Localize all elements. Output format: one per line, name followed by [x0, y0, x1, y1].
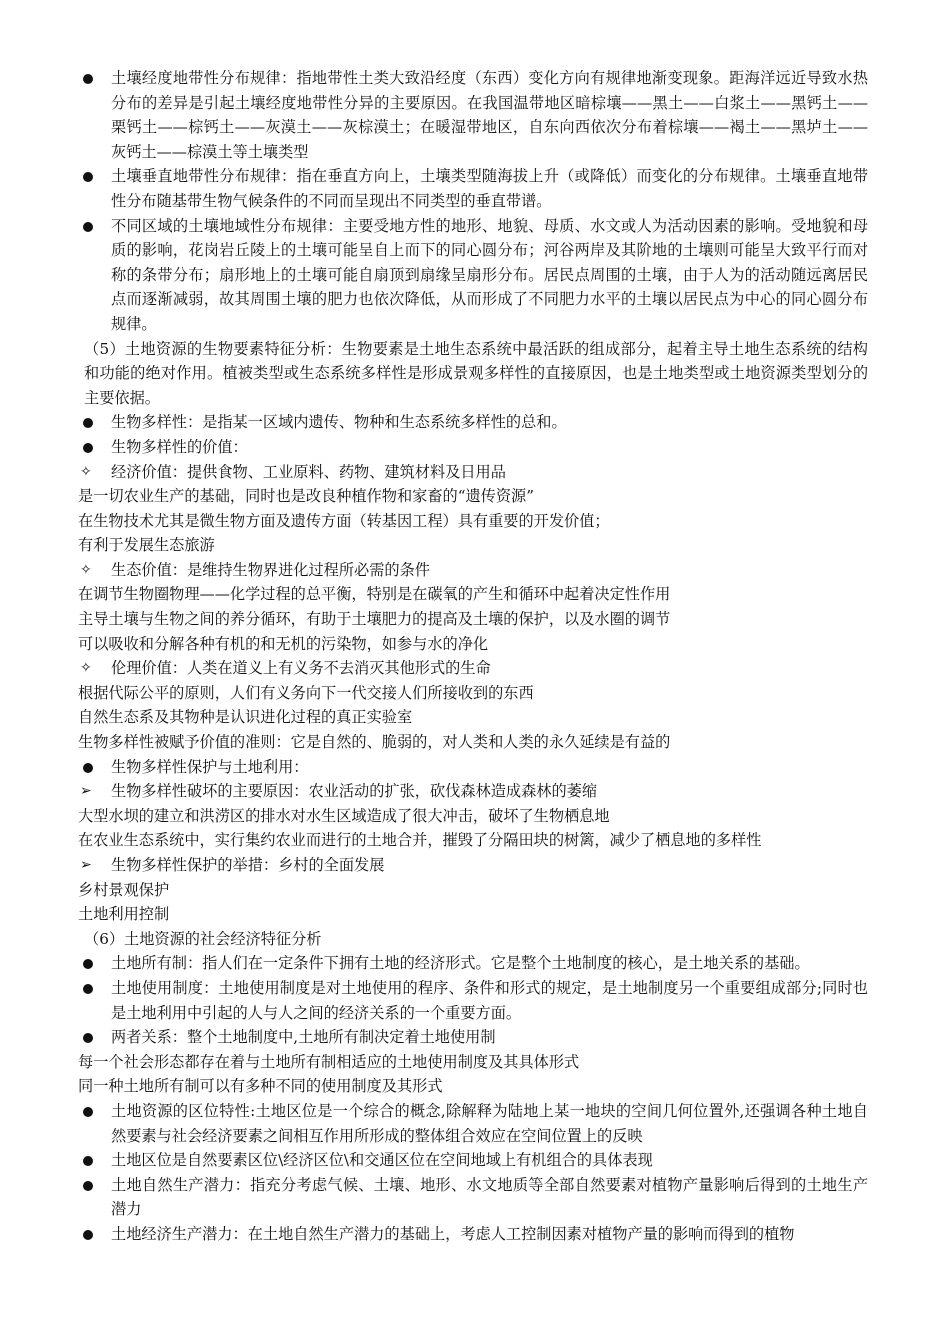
text-line: [78, 484, 868, 509]
list-item: [78, 976, 868, 1025]
item-text: 土壤经度地带性分布规律：指地带性土类大致沿经度（东西）变化方向有规律地渐变现象。距海洋远近导致水热分布的差异是引起土壤经度地带性分异的主要原因。在我国温带地区暗棕壤——黑土——白浆土——黑钙土——栗钙土——棕钙土——灰漠土——灰棕漠土；在暖湿带地区，自东向西依次分布着棕壤——褐土——黑垆土——灰钙土——棕漠土等土壤类型: [111, 69, 868, 161]
text-line: [78, 828, 868, 853]
section-heading: [78, 337, 868, 411]
item-text: 可以吸收和分解各种有机的和无机的污染物，如参与水的净化: [78, 634, 489, 653]
item-text: 土地经济生产潜力：在土地自然生产潜力的基础上，考虑人工控制因素对植物产量的影响而得到的植物: [111, 1224, 795, 1243]
item-text: 土地资源的区位特性:土地区位是一个综合的概念,除解释为陆地上某一地块的空间几何位置外,还强调各种土地自然要素与社会经济要素之间相互作用所形成的整体组合效应在空间位置上的反映: [111, 1101, 868, 1145]
item-text: 经济价值：提供食物、工业原料、药物、建筑材料及日用品: [111, 462, 506, 481]
item-text: 土地使用制度：土地使用制度是对土地使用的程序、条件和形式的规定，是土地制度另一个重要组成部分;同时也是土地利用中引起的人与人之间的经济关系的一个重要方面。: [111, 978, 868, 1022]
item-text: 是一切农业生产的基础，同时也是改良种植作物和家畜的“遗传资源”: [78, 487, 534, 506]
item-text: 有利于发展生态旅游: [78, 536, 215, 555]
list-item: [78, 755, 868, 780]
text-line: [78, 632, 868, 657]
item-text: 不同区域的土壤地域性分布规律：主要受地方性的地形、地貌、母质、水文或人为活动因素的影响。受地貌和母质的影响，花岗岩丘陵上的土壤可能呈自上而下的同心圆分布；河谷两岸及其阶地的土壤则可能呈大致平行而对称的条带分布；扇形地上的土壤可能自扇顶到扇缘呈扇形分布。居民点周围的土壤，由于人为的活动随远离居民点而逐渐减弱，故其周围土壤的肥力也依次降低，从而形成了不同肥力水平的土壤以居民点为中心的同心圆分布规律。: [111, 216, 868, 333]
item-text: 生物多样性被赋予价值的准则：它是自然的、脆弱的，对人类和人类的永久延续是有益的: [78, 733, 671, 752]
item-text: 同一种土地所有制可以有多种不同的使用制度及其形式: [78, 1077, 443, 1096]
item-text: 土地区位是自然要素区位\经济区位\和交通区位在空间地域上有机组合的具体表现: [111, 1151, 653, 1170]
item-text: （5）土地资源的生物要素特征分析：生物要素是土地生态系统中最活跃的组成部分，起着主导土地生态系统的结构和功能的绝对作用。植被类型或生态系统多样性是形成景观多样性的直接原因，也是土地类型或土地资源类型划分的主要依据。: [84, 339, 868, 407]
item-text: 大型水坝的建立和洪涝区的排水对水生区域造成了很大冲击，破坏了生物栖息地: [78, 806, 610, 825]
text-line: [78, 878, 868, 903]
list-item: [78, 435, 868, 460]
item-text: 自然生态系及其物种是认识进化过程的真正实验室: [78, 708, 413, 727]
text-line: [78, 533, 868, 558]
item-text: 根据代际公平的原则，人们有义务向下一代交接人们所接收到的东西: [78, 683, 534, 702]
item-text: 在农业生态系统中，实行集约农业而进行的土地合并，摧毁了分隔田块的树篱，减少了栖息地的多样性: [78, 831, 762, 850]
list-item: [78, 853, 868, 878]
arrow-bullet-icon: ➢: [80, 783, 92, 800]
item-text: 生物多样性：是指某一区域内遗传、物种和生态系统多样性的总和。: [111, 413, 567, 432]
text-line: [78, 509, 868, 534]
item-text: 伦理价值：人类在道义上有义务不去消灭其他形式的生命: [111, 659, 491, 678]
text-line: [78, 1050, 868, 1075]
list-item: [78, 1099, 868, 1148]
list-item: [78, 460, 868, 485]
item-text: 生物多样性破坏的主要原因：农业活动的扩张，砍伐森林造成森林的萎缩: [111, 782, 597, 801]
list-item: [78, 1148, 868, 1173]
item-text: （6）土地资源的社会经济特征分析: [84, 929, 322, 948]
item-text: 主导土壤与生物之间的养分循环，有助于土壤肥力的提高及土壤的保护，以及水圈的调节: [78, 610, 671, 629]
text-line: [78, 681, 868, 706]
item-text: 在生物技术尤其是微生物方面及遗传方面（转基因工程）具有重要的开发价值；: [78, 511, 610, 530]
list-item: [78, 164, 868, 213]
list-item: [78, 1173, 868, 1222]
arrow-bullet-icon: ➢: [80, 857, 92, 873]
item-text: 每一个社会形态都存在着与土地所有制相适应的土地使用制度及其具体形式: [78, 1052, 580, 1071]
list-item: [78, 656, 868, 681]
list-item: [78, 951, 868, 976]
item-text: 土地自然生产潜力：指充分考虑气候、土壤、地形、水文地质等全部自然要素对植物产量影响后得到的土地生产潜力: [111, 1175, 868, 1219]
text-line: [78, 582, 868, 607]
diamond-star-bullet-icon: ✧: [80, 660, 92, 677]
text-line: [78, 705, 868, 730]
list-item: [78, 410, 868, 435]
item-text: 乡村景观保护: [78, 880, 170, 899]
text-line: [78, 804, 868, 829]
item-text: 生物多样性保护与土地利用：: [111, 757, 309, 776]
list-item: [78, 1222, 868, 1247]
item-text: 两者关系：整个土地制度中,土地所有制决定着土地使用制: [111, 1028, 496, 1047]
list-item: [78, 558, 868, 583]
text-line: [78, 902, 868, 927]
text-line: [78, 1074, 868, 1099]
diamond-star-bullet-icon: ✧: [80, 463, 92, 480]
text-line: [78, 607, 868, 632]
item-text: 土壤垂直地带性分布规律：指在垂直方向上，土壤类型随海拔上升（或降低）而变化的分布规律。土壤垂直地带性分布随基带生物气候条件的不同而呈现出不同类型的垂直带谱。: [111, 167, 868, 210]
item-text: 在调节生物圈物理——化学过程的总平衡，特别是在碳氧的产生和循环中起着决定性作用: [78, 585, 671, 604]
list-item: [78, 66, 868, 164]
section-heading: [78, 927, 868, 952]
item-text: 生态价值：是维持生物界进化过程所必需的条件: [111, 560, 430, 579]
list-item: [78, 1025, 868, 1050]
list-item: [78, 214, 868, 337]
item-text: 生物多样性的价值：: [111, 437, 248, 456]
text-line: [78, 730, 868, 755]
list-item: [78, 779, 868, 804]
item-text: 生物多样性保护的举措：乡村的全面发展: [111, 856, 385, 874]
item-text: 土地利用控制: [78, 905, 170, 924]
item-text: 土地所有制：指人们在一定条件下拥有土地的经济形式。它是整个土地制度的核心，是土地关系的基础。: [111, 954, 810, 973]
diamond-star-bullet-icon: ✧: [80, 561, 92, 578]
